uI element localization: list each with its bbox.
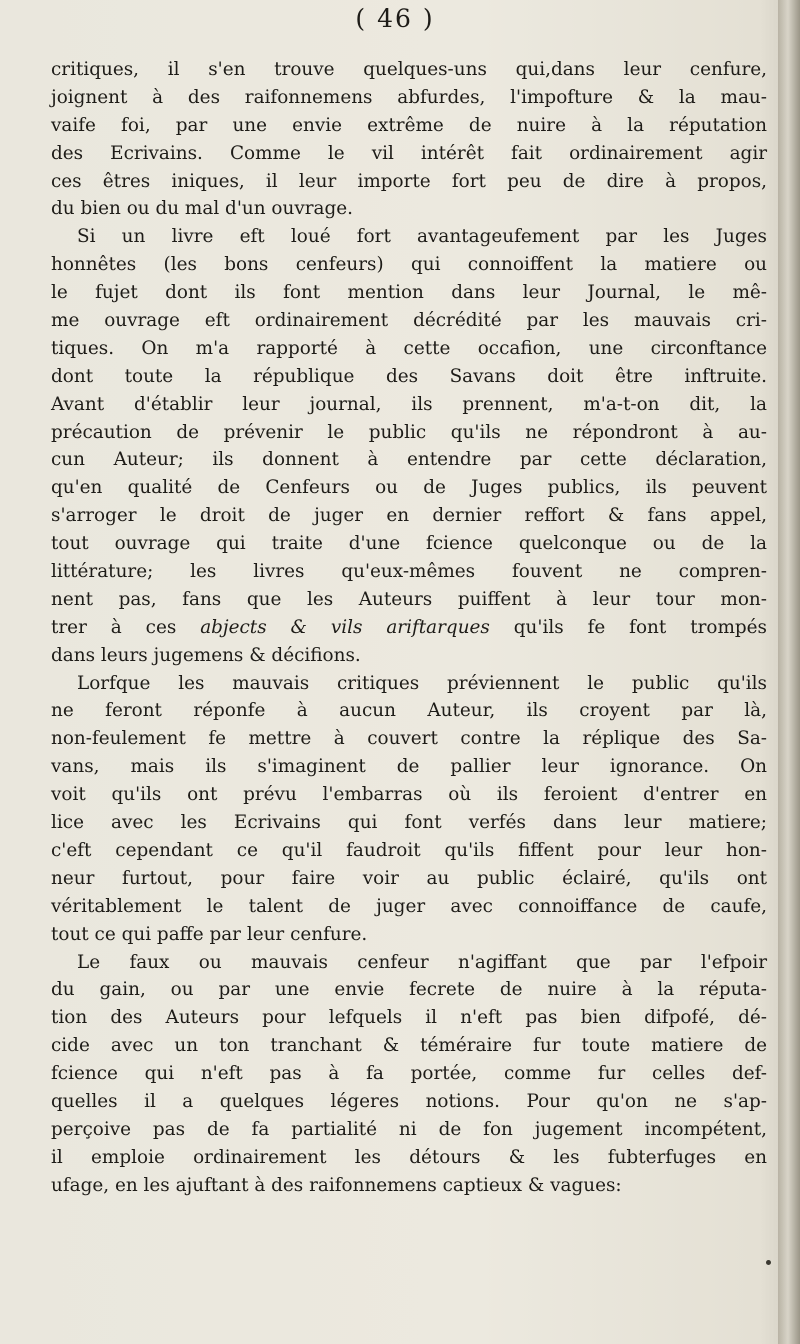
text-line: il emploie ordinairement les détours & les fubterfuges en xyxy=(51,1146,767,1168)
text-line: littérature; les livres qu'eux-mêmes fouvent ne compren- xyxy=(51,561,767,583)
text-line: qu'en qualité de Cenfeurs ou de Juges publics, ils peuvent xyxy=(51,477,767,499)
text-line: lice avec les Ecrivains qui font verfés dans leur matiere; xyxy=(51,812,767,834)
page-number: ( 46 ) xyxy=(355,4,435,33)
text-line: c'eft cependant ce qu'il faudroit qu'ils fiffent pour leur hon- xyxy=(51,839,767,861)
text-line: neur furtout, pour faire voir au public éclairé, qu'ils ont xyxy=(51,867,767,889)
text-line: Si un livre eft loué fort avantageufement par les Juges xyxy=(77,226,767,248)
text-line: perçoive pas de fa partialité ni de fon jugement incompétent, xyxy=(51,1118,767,1140)
text-line: me ouvrage eft ordinairement décrédité par les mauvais cri- xyxy=(51,310,767,332)
text-line: ufage, en les ajuftant à des raifonnemens captieux & vagues: xyxy=(51,1174,622,1196)
text-line: le fujet dont ils font mention dans leur Journal, le mê- xyxy=(51,282,767,304)
text-line: du gain, ou par une envie fecrete de nuire à la réputa- xyxy=(51,979,767,1001)
text-line: Avant d'établir leur journal, ils prennent, m'a-t-on dit, la xyxy=(51,393,767,415)
text-line: des Ecrivains. Comme le vil intérêt fait ordinairement agir xyxy=(51,142,767,164)
page-edge-shadow xyxy=(778,0,800,1344)
text-line: Le faux ou mauvais cenfeur n'agiffant que par l'efpoir xyxy=(77,951,767,973)
text-line: ces êtres iniques, il leur importe fort peu de dire à propos, xyxy=(51,170,767,192)
text-line: vaife foi, par une envie extrême de nuire à la réputation xyxy=(51,114,767,136)
text-line: dont toute la république des Savans doit être inftruite. xyxy=(51,365,767,387)
text-line: ne feront réponfe à aucun Auteur, ils croyent par là, xyxy=(51,700,767,722)
page-body-text xyxy=(51,56,767,1200)
text-line: s'arroger le droit de juger en dernier reffort & fans appel, xyxy=(51,505,767,527)
text-line: tout ouvrage qui traite d'une fcience quelconque ou de la xyxy=(51,533,767,555)
text-line: cide avec un ton tranchant & téméraire fur toute matiere de xyxy=(51,1035,767,1057)
text-line: trer à ces abjects & vils ariftarques qu'ils fe font trompés xyxy=(51,616,767,638)
text-line: vans, mais ils s'imaginent de pallier leur ignorance. On xyxy=(51,756,767,778)
text-line: quelles il a quelques légeres notions. Pour qu'on ne s'ap- xyxy=(51,1090,767,1112)
text-line: Lorfque les mauvais critiques préviennent le public qu'ils xyxy=(77,672,767,694)
text-line: précaution de prévenir le public qu'ils ne répondront à au- xyxy=(51,421,767,443)
text-line: joignent à des raifonnemens abfurdes, l'impofture & la mau- xyxy=(51,86,767,108)
text-line: critiques, il s'en trouve quelques-uns qui,dans leur cenfure, xyxy=(51,59,767,80)
text-line: honnêtes (les bons cenfeurs) qui connoiffent la matiere ou xyxy=(51,254,767,276)
text-line: tion des Auteurs pour lefquels il n'eft pas bien difpofé, dé- xyxy=(51,1007,767,1029)
text-line: tiques. On m'a rapporté à cette occafion, une circonftance xyxy=(51,337,767,359)
text-line: non-feulement fe mettre à couvert contre la réplique des Sa- xyxy=(51,728,767,750)
text-line: dans leurs jugemens & décifions. xyxy=(51,644,361,666)
text-line: du bien ou du mal d'un ouvrage. xyxy=(51,198,353,220)
text-line: tout ce qui paffe par leur cenfure. xyxy=(51,923,368,945)
text-line: nent pas, fans que les Auteurs puiffent à leur tour mon- xyxy=(51,588,767,610)
text-line: véritablement le talent de juger avec connoiffance de caufe, xyxy=(51,895,767,917)
ink-speck xyxy=(766,1260,771,1265)
text-line: cun Auteur; ils donnent à entendre par cette déclaration, xyxy=(51,449,767,471)
text-line: voit qu'ils ont prévu l'embarras où ils feroient d'entrer en xyxy=(51,784,767,806)
text-line: fcience qui n'eft pas à fa portée, comme fur celles def- xyxy=(51,1063,767,1085)
